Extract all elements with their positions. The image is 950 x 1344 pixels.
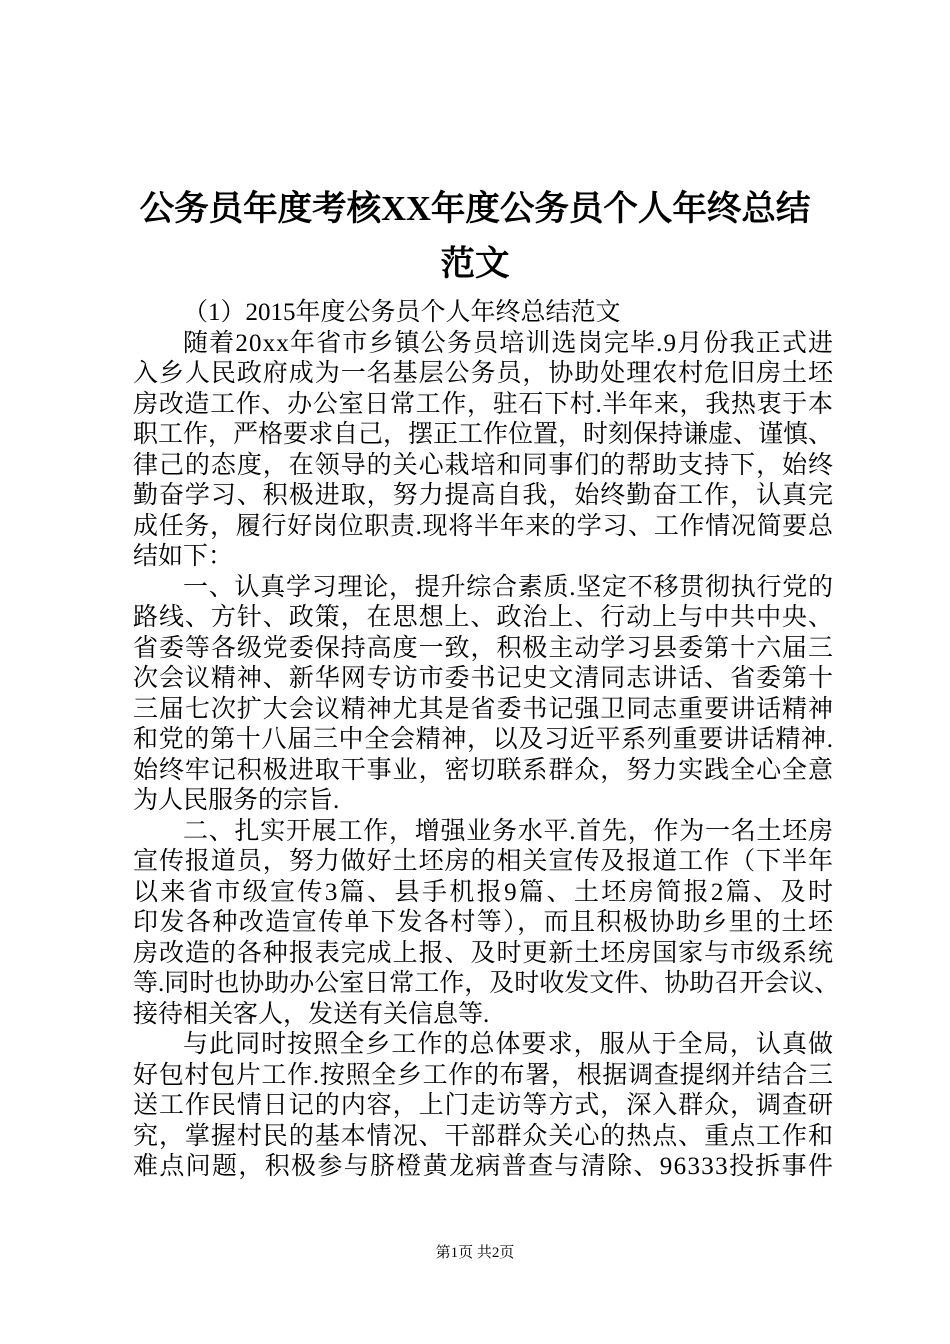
text-line: 究，掌握村民的基本情况、干部群众关心的热点、重点工作和 [133,1122,834,1150]
text-line: 等.同时也协助办公室日常工作，及时收发文件、协助召开会议、 [133,970,840,997]
text-line: 次会议精神、新华网专访市委书记史文清同志讲话、省委第十 [133,665,834,692]
text-line: 随着20xx年省市乡镇公务员培训选岗完毕.9月份我正式进 [183,329,835,357]
paragraph-theory-study [133,573,833,817]
text-line: 省委等各级党委保持高度一致，积极主动学习县委第十六届三 [133,634,834,662]
text-line: 印发各种改造宣传单下发各村等），而且积极协助乡里的土坯 [133,909,835,936]
text-line: 始终牢记积极进取干事业，密切联系群众，努力实践全心全意 [133,756,834,784]
section-heading [133,298,833,329]
text-line: 为人民服务的宗旨. [133,787,340,814]
text-line: 和党的第十八届三中全会精神，以及习近平系列重要讲话精神. [133,726,834,753]
text-line: 勤奋学习、积极进取，努力提高自我，始终勤奋工作，认真完 [133,482,834,509]
text-line: 结如下： [133,543,234,570]
paragraph-work-duties [133,817,840,1031]
text-line: 好包村包片工作.按照全乡工作的布署，根据调查提纲并结合三 [133,1061,834,1089]
intro-paragraph [133,329,833,573]
text-line: 送工作民情日记的内容，上门走访等方式，深入群众，调查研 [133,1092,834,1119]
text-line: 成任务，履行好岗位职责.现将半年来的学习、工作情况简要总 [133,512,834,540]
text-line: 律己的态度，在领导的关心栽培和同事们的帮助支持下，始终 [133,451,834,479]
text-line: 宣传报道员，努力做好土坯房的相关宣传及报道工作（下半年 [133,848,834,875]
page-number-footer: 第1页 共2页 [435,1245,515,1261]
document-title [0,182,950,292]
text-line: 接待相关客人，发送有关信息等. [133,1000,490,1028]
text-line: 房改造的各种报表完成上报、及时更新土坯房国家与市级系统 [133,939,834,967]
text-line: 与此同时按照全乡工作的总体要求，服从于全局，认真做 [183,1031,835,1058]
text-line: 三届七次扩大会议精神尤其是省委书记强卫同志重要讲话精神 [133,695,834,723]
text-line: 入乡人民政府成为一名基层公务员，协助处理农村危旧房土坯 [133,360,834,387]
text-line: 以来省市级宣传3篇、县手机报9篇、土坯房简报2篇、及时 [133,878,836,906]
text-line: 路线、方针、政策，在思想上、政治上、行动上与中共中央、 [133,604,834,631]
text-line: 难点问题，积极参与脐橙黄龙病普查与清除、96333投拆事件 [133,1153,835,1180]
text-line: 二、扎实开展工作，增强业务水平.首先，作为一名土坯房 [183,817,834,845]
paragraph-village-work [133,1030,833,1183]
document-title-line-1: 公务员年度考核XX年度公务员个人年终总结 [139,190,811,228]
text-line: （1）2015年度公务员个人年终总结范文 [183,299,621,326]
text-line: 职工作，严格要求自己，摆正工作位置，时刻保持谦虚、谨慎、 [133,421,834,448]
text-line: 一、认真学习理论，提升综合素质.坚定不移贯彻执行党的 [183,573,834,601]
document-body [133,298,840,1183]
document-title-line-2: 范文 [440,245,510,283]
text-line: 房改造工作、办公室日常工作，驻石下村.半年来，我热衷于本 [133,390,834,418]
